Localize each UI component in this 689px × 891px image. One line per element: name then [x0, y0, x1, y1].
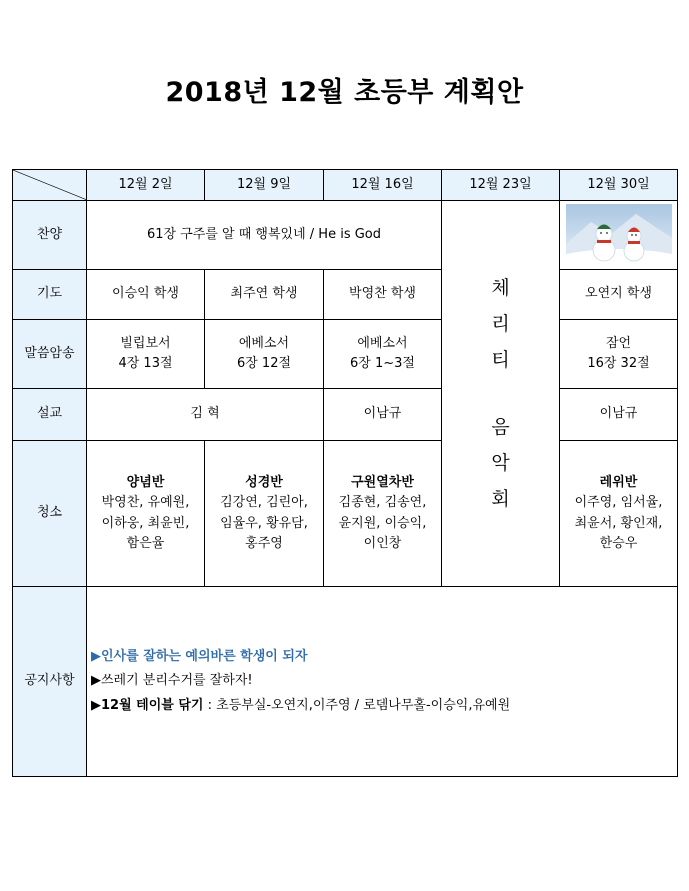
- cleaning-team: [324, 441, 442, 587]
- concert-char: 음: [491, 415, 510, 438]
- sermon-preacher: 이남규: [560, 389, 678, 441]
- team-members: 이주영, 임서율,: [574, 495, 663, 511]
- concert-char: 티: [491, 349, 510, 372]
- row-label-praise: 찬양: [13, 201, 87, 270]
- notice-table-rest: : 초등부실-오연지,이주영 / 로뎀나무홀-이승익,유예원: [203, 697, 511, 713]
- notice-item: ▶쓰레기 분리수거를 잘하자!: [91, 673, 253, 689]
- team-members: 임율우, 황유담,: [220, 515, 308, 531]
- date-header-row: [13, 170, 678, 201]
- team-members: 한승우: [599, 535, 638, 551]
- cleaning-team: [560, 441, 678, 587]
- concert-gap: [442, 379, 559, 409]
- team-members: 김종현, 김송연,: [338, 495, 427, 511]
- verse-ref: 4장 13절: [118, 356, 173, 371]
- memory-row: [13, 320, 678, 389]
- date-header: 12월 23일: [442, 170, 560, 201]
- team-members: 윤지원, 이승익,: [338, 515, 427, 531]
- prayer-row: [13, 270, 678, 320]
- team-name: 양념반: [126, 475, 165, 491]
- plan-table: [12, 169, 678, 777]
- sermon-preacher: 김 혁: [87, 389, 324, 441]
- row-label-prayer: 기도: [13, 270, 87, 320]
- page-title: 2018년 12월 초등부 계획안: [165, 77, 524, 108]
- snowman-image: [566, 204, 672, 266]
- team-members: 홍주영: [245, 535, 283, 551]
- team-members: 김강연, 김린아,: [220, 495, 308, 511]
- team-name: 레위반: [599, 475, 638, 491]
- notice-content: [87, 587, 678, 777]
- cleaning-team: [205, 441, 324, 587]
- date-header: 12월 30일: [560, 170, 678, 201]
- row-label-sermon: 설교: [13, 389, 87, 441]
- team-name: 구원열차반: [351, 475, 414, 491]
- row-label-notice: 공지사항: [13, 587, 87, 777]
- date-header: 12월 16일: [324, 170, 442, 201]
- team-members: 박영찬, 유예원,: [101, 495, 190, 511]
- diagonal-line: [13, 170, 87, 200]
- praise-row: [13, 201, 678, 270]
- corner-cell: [13, 170, 87, 201]
- row-label-memory: 말씀암송: [13, 320, 87, 389]
- date-header: 12월 9일: [205, 170, 324, 201]
- team-members: 이인창: [363, 535, 402, 551]
- praise-song: 61장 구주를 알 때 행복있네 / He is God: [87, 201, 442, 270]
- row-label-cleaning: 청소: [13, 441, 87, 587]
- team-name: 성경반: [245, 475, 283, 491]
- team-members: 최윤서, 황인재,: [574, 515, 663, 531]
- prayer-person: 오연지 학생: [560, 270, 678, 320]
- prayer-person: 이승익 학생: [87, 270, 205, 320]
- notice-item: ▶인사를 잘하는 예의바른 학생이 되자: [91, 649, 308, 665]
- verse-ref: 6장 1~3절: [350, 356, 415, 371]
- date-header: 12월 2일: [87, 170, 205, 201]
- notice-table-prefix: ▶12월 테이블 닦기: [91, 697, 204, 713]
- notice-item: [91, 694, 677, 718]
- sermon-row: [13, 389, 678, 441]
- concert-char: 체: [491, 277, 510, 300]
- charity-concert: [442, 201, 560, 587]
- memory-verse: [324, 320, 442, 389]
- sermon-preacher: 이남규: [324, 389, 442, 441]
- prayer-person: 박영찬 학생: [324, 270, 442, 320]
- verse-book: 에베소서: [357, 335, 408, 351]
- memory-verse: [87, 320, 205, 389]
- memory-verse: [560, 320, 678, 389]
- concert-char: 회: [491, 487, 510, 510]
- concert-char: 악: [491, 451, 510, 474]
- verse-ref: 16장 32절: [587, 356, 650, 371]
- verse-ref: 6장 12절: [236, 356, 292, 371]
- concert-char: 리: [491, 313, 510, 336]
- verse-book: 에베소서: [238, 335, 290, 351]
- prayer-person: 최주연 학생: [205, 270, 324, 320]
- snowman-image-cell: [560, 201, 678, 270]
- memory-verse: [205, 320, 324, 389]
- cleaning-team: [87, 441, 205, 587]
- cleaning-row: [13, 441, 678, 587]
- team-members: 이하웅, 최윤빈,: [101, 515, 190, 531]
- verse-book: 잠언: [605, 335, 632, 351]
- verse-book: 빌립보서: [120, 335, 171, 351]
- notice-row: [13, 587, 678, 777]
- team-members: 함은율: [126, 535, 165, 551]
